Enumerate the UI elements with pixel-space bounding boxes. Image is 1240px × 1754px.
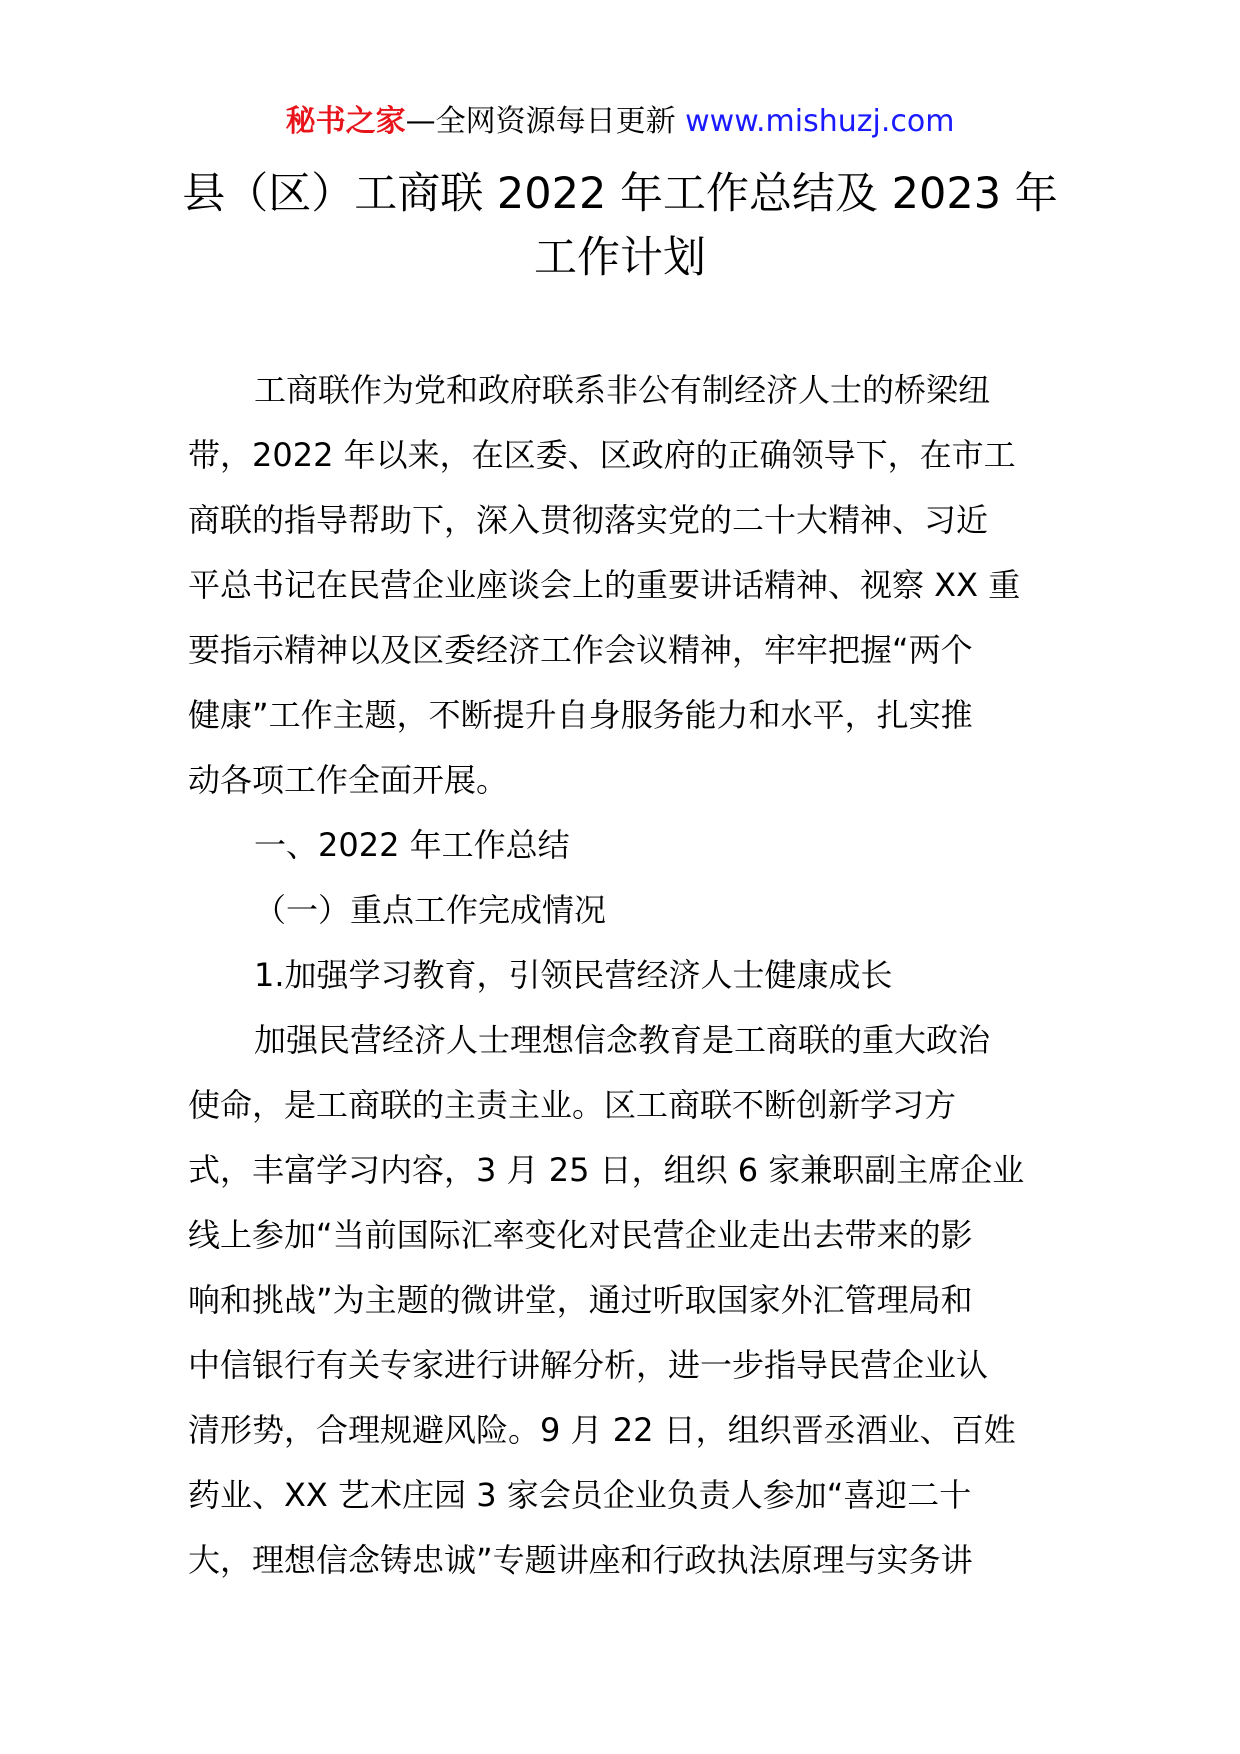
body-line: 工商联作为党和政府联系非公有制经济人士的桥梁纽 xyxy=(254,371,991,409)
body-line: 加强民营经济人士理想信念教育是工商联的重大政治 xyxy=(254,1021,991,1059)
body-line: 动各项工作全面开展。 xyxy=(188,761,509,799)
body-line: 响和挑战”为主题的微讲堂，通过听取国家外汇管理局和 xyxy=(188,1281,973,1319)
body-line: 健康”工作主题，不断提升自身服务能力和水平，扎实推 xyxy=(188,696,973,734)
document-title xyxy=(160,162,1080,290)
title-line: 县（区）工商联 2022 年工作总结及 2023 年 xyxy=(182,169,1058,219)
body-line: 药业、XX 艺术庄园 3 家会员企业负责人参加“喜迎二十 xyxy=(188,1476,972,1514)
document-body xyxy=(188,358,1058,1593)
body-line: 平总书记在民营企业座谈会上的重要讲话精神、视察 XX 重 xyxy=(188,566,1021,604)
body-line: 商联的指导帮助下，深入贯彻落实党的二十大精神、习近 xyxy=(188,501,989,539)
body-line: 要指示精神以及区委经济工作会议精神，牢牢把握“两个 xyxy=(188,631,973,669)
item-heading: 1.加强学习教育，引领民营经济人士健康成长 xyxy=(254,956,893,994)
body-line: 式，丰富学习内容，3 月 25 日，组织 6 家兼职副主席企业 xyxy=(188,1151,1025,1189)
header-slogan: —全网资源每日更新 xyxy=(405,104,676,139)
site-url-link[interactable]: www.mishuzj.com xyxy=(685,104,955,139)
body-line: 清形势，合理规避风险。9 月 22 日，组织晋丞酒业、百姓 xyxy=(188,1411,1016,1449)
body-line: 大，理想信念铸忠诚”专题讲座和行政执法原理与实务讲 xyxy=(188,1541,973,1579)
body-line: 使命，是工商联的主责主业。区工商联不断创新学习方 xyxy=(188,1086,957,1124)
body-line: 中信银行有关专家进行讲解分析，进一步指导民营企业认 xyxy=(188,1346,989,1384)
brand-name: 秘书之家 xyxy=(285,104,406,139)
section-heading: 一、2022 年工作总结 xyxy=(254,826,570,864)
subsection-heading: （一）重点工作完成情况 xyxy=(254,891,607,929)
title-line: 工作计划 xyxy=(534,233,706,283)
body-line: 带，2022 年以来，在区委、区政府的正确领导下，在市工 xyxy=(188,436,1016,474)
body-line: 线上参加“当前国际汇率变化对民营企业走出去带来的影 xyxy=(188,1216,973,1254)
site-header xyxy=(0,100,1240,144)
